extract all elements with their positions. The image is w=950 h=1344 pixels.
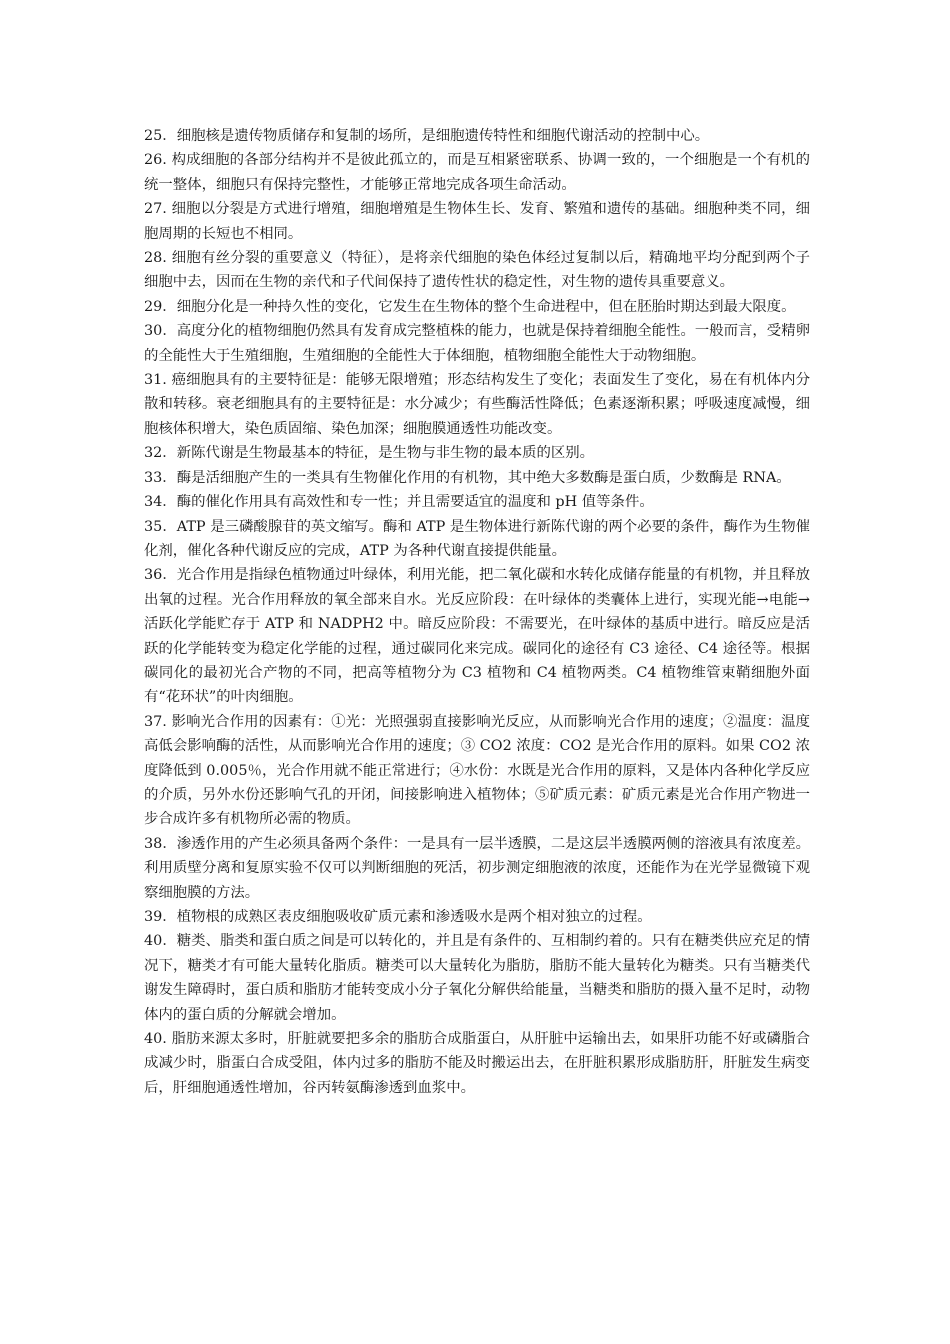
paragraph-32: 32．新陈代谢是生物最基本的特征，是生物与非生物的最本质的区别。	[144, 445, 595, 462]
paragraph-29: 29．细胞分化是一种持久性的变化，它发生在生物体的整个生命进程中，但在胚胎时期达到最大限度。	[144, 298, 796, 315]
paragraph-27: 27. 细胞以分裂是方式进行增殖，细胞增殖是生物体生长、发育、繁殖和遗传的基础。细胞种类不同，细胞周期的长短也不相同。	[144, 201, 810, 242]
paragraph-34: 34．酶的催化作用具有高效性和专一性；并且需要适宜的温度和 pH 值等条件。	[144, 494, 654, 511]
paragraph-33: 33．酶是活细胞产生的一类具有生物催化作用的有机物，其中绝大多数酶是蛋白质，少数酶是 RNA。	[144, 469, 791, 486]
paragraph-28: 28. 细胞有丝分裂的重要意义（特征），是将亲代细胞的染色体经过复制以后，精确地平均分配到两个子细胞中去，因而在生物的亲代和子代间保持了遗传性状的稳定性，对生物的遗传具重要意义。	[144, 250, 810, 291]
paragraph-37: 37. 影响光合作用的因素有：①光：光照强弱直接影响光反应，从而影响光合作用的速度；②温度：温度高低会影响酶的活性，从而影响光合作用的速度；③ CO2 浓度：CO2 是光合作用的原料。如果 CO2 浓度降低到 0.005％，光合作用就不能正常进行；④水份：水既是光合作用的原料，又是体内各种化学反应的介质，另外水份还影响气孔的开闭，间接影响进入植物体；⑤矿质元素：矿质元素是光合作用产物进一步合成许多有机物所必需的物质。	[144, 713, 810, 828]
paragraph-39: 39．植物根的成熟区表皮细胞吸收矿质元素和渗透吸水是两个相对独立的过程。	[144, 909, 652, 925]
paragraph-35: 35．ATP 是三磷酸腺苷的英文缩写。酶和 ATP 是生物体进行新陈代谢的两个必要的条件，酶作为生物催化剂，催化各种代谢反应的完成，ATP 为各种代谢直接提供能量。	[144, 518, 810, 559]
paragraph-25: 25．细胞核是遗传物质储存和复制的场所，是细胞遗传特性和细胞代谢活动的控制中心。	[144, 128, 710, 144]
paragraph-40a: 40．糖类、脂类和蛋白质之间是可以转化的，并且是有条件的、互相制约着的。只有在糖类供应充足的情况下，糖类才有可能大量转化脂质。糖类可以大量转化为脂肪，脂肪不能大量转化为糖类。只有当糖类代谢发生障碍时，蛋白质和脂肪才能转变成小分子氧化分解供给能量，当糖类和脂肪的摄入量不足时，动物体内的蛋白质的分解就会增加。	[144, 933, 810, 1023]
paragraph-31: 31. 癌细胞具有的主要特征是：能够无限增殖；形态结构发生了变化；表面发生了变化，易在有机体内分散和转移。衰老细胞具有的主要特征是：水分减少；有些酶活性降低；色素逐渐积累；呼吸速度减慢，细胞核体积增大，染色质固缩、染色加深；细胞膜通透性功能改变。	[144, 372, 810, 437]
paragraph-38: 38．渗透作用的产生必须具备两个条件：一是具有一层半透膜，二是这层半透膜两侧的溶液具有浓度差。利用质壁分离和复原实验不仅可以判断细胞的死活，初步测定细胞液的浓度，还能作为在光学显微镜下观察细胞膜的方法。	[144, 835, 810, 901]
document-body	[144, 124, 810, 1100]
paragraph-40b: 40. 脂肪来源太多时，肝脏就要把多余的脂肪合成脂蛋白，从肝脏中运输出去，如果肝功能不好或磷脂合成减少时，脂蛋白合成受阻，体内过多的脂肪不能及时搬运出去，在肝脏积累形成脂肪肝，肝脏发生病变后，肝细胞通透性增加，谷丙转氨酶渗透到血浆中。	[144, 1031, 810, 1096]
paragraph-30: 30．高度分化的植物细胞仍然具有发育成完整植株的能力，也就是保持着细胞全能性。一般而言，受精卵的全能性大于生殖细胞，生殖细胞的全能性大于体细胞，植物细胞全能性大于动物细胞。	[144, 323, 810, 364]
paragraph-36: 36．光合作用是指绿色植物通过叶绿体，利用光能，把二氧化碳和水转化成储存能量的有机物，并且释放出氧的过程。光合作用释放的氧全部来自水。光反应阶段：在叶绿体的类囊体上进行，实现光能→电能→活跃化学能贮存于 ATP 和 NADPH2 中。暗反应阶段：不需要光，在叶绿体的基质中进行。暗反应是活跃的化学能转变为稳定化学能的过程，通过碳同化来完成。碳同化的途径有 C3 途径、C4 途径等。根据碳同化的最初光合产物的不同，把高等植物分为 C3 植物和 C4 植物两类。C4 植物维管束鞘细胞外面有“花环状”的叶肉细胞。	[144, 567, 810, 706]
paragraph-26: 26. 构成细胞的各部分结构并不是彼此孤立的，而是互相紧密联系、协调一致的，一个细胞是一个有机的统一整体，细胞只有保持完整性，才能够正常地完成各项生命活动。	[144, 152, 810, 193]
